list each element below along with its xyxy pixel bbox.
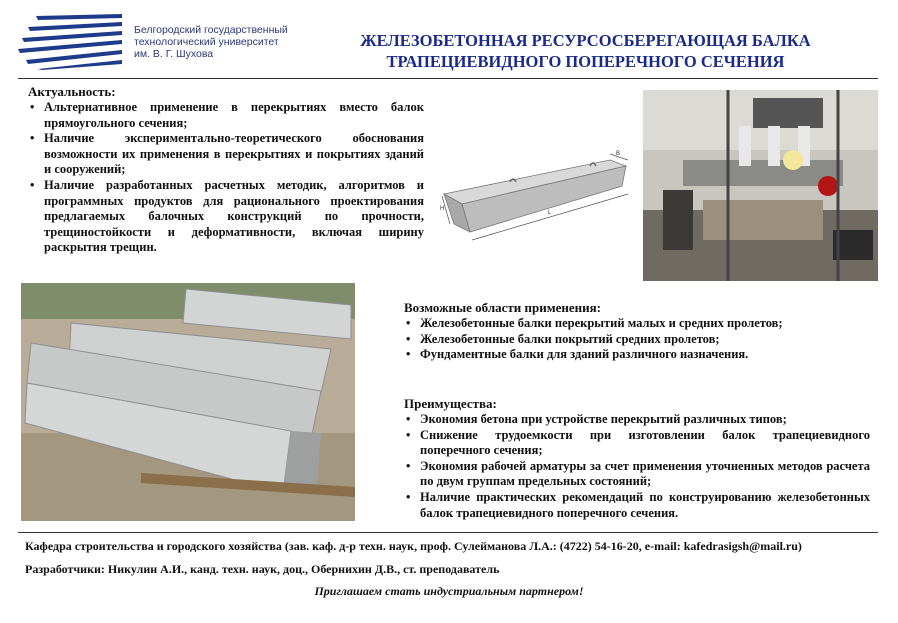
partner-invitation: Приглашаем стать индустриальным партнером! — [314, 584, 584, 598]
beam-diagram — [440, 146, 636, 246]
relevance-heading: Актуальность: — [28, 84, 116, 99]
list-item: • Наличие разработанных расчетных методик, алгоритмов и программных продуктов для рационального проектирования предлагаемых балочных конструкций по прочности, трещиностойкости и деформативности, включая ширину раскрытия трещин. — [28, 178, 424, 256]
applications-list — [404, 316, 874, 363]
list-item: • Снижение трудоемкости при изготовлении балок трапециевидного поперечного сечения; — [404, 428, 870, 459]
diagram-label-b: B — [616, 151, 621, 157]
applications-section — [404, 300, 874, 363]
footer-divider — [18, 532, 878, 533]
list-item: • Железобетонные балки покрытий средних пролетов; — [404, 332, 874, 348]
applications-heading: Возможные области применения: — [404, 300, 601, 315]
university-name: Белгородский государственный технологический университет им. В. Г. Шухова — [134, 24, 288, 60]
list-item: • Экономия рабочей арматуры за счет применения уточненных методов расчета по двум группам предельных состояний; — [404, 459, 870, 490]
beams-photo — [21, 283, 355, 521]
page-title: ЖЕЛЕЗОБЕТОННАЯ РЕСУРСОСБЕРЕГАЮЩАЯ БАЛКА ТРАПЕЦИЕВИДНОГО ПОПЕРЕЧНОГО СЕЧЕНИЯ — [360, 31, 811, 71]
developers-info: Разработчики: Никулин А.И., канд. техн. наук, доц., Обернихин Д.В., ст. преподаватель — [25, 562, 500, 576]
relevance-section — [28, 84, 424, 256]
diagram-label-h: H — [440, 206, 445, 212]
list-item: • Железобетонные балки перекрытий малых и средних пролетов; — [404, 316, 874, 332]
list-item: • Экономия бетона при устройстве перекрытий различных типов; — [404, 412, 870, 428]
diagram-label-l: L — [548, 210, 552, 216]
advantages-section — [404, 396, 870, 521]
lab-test-photo — [643, 90, 878, 281]
relevance-list — [28, 100, 424, 256]
advantages-list — [404, 412, 870, 521]
header-divider — [18, 78, 878, 79]
advantages-heading: Преимущества: — [404, 396, 497, 411]
department-info: Кафедра строительства и городского хозяйства (зав. каф. д-р техн. наук, проф. Сулейманова Л.А.: (4722) 54-16-20, e-mail: kafedrasigsh@mail.ru) — [25, 539, 802, 553]
list-item: • Фундаментные балки для зданий различного назначения. — [404, 347, 874, 363]
university-logo — [18, 14, 130, 70]
list-item: • Наличие практических рекомендаций по конструированию железобетонных балок трапециевидного поперечного сечения. — [404, 490, 870, 521]
list-item: • Наличие экспериментально-теоретического обоснования возможности их применения в перекрытиях и покрытиях зданий и сооружений; — [28, 131, 424, 178]
list-item: • Альтернативное применение в перекрытиях вместо балок прямоугольного сечения; — [28, 100, 424, 131]
